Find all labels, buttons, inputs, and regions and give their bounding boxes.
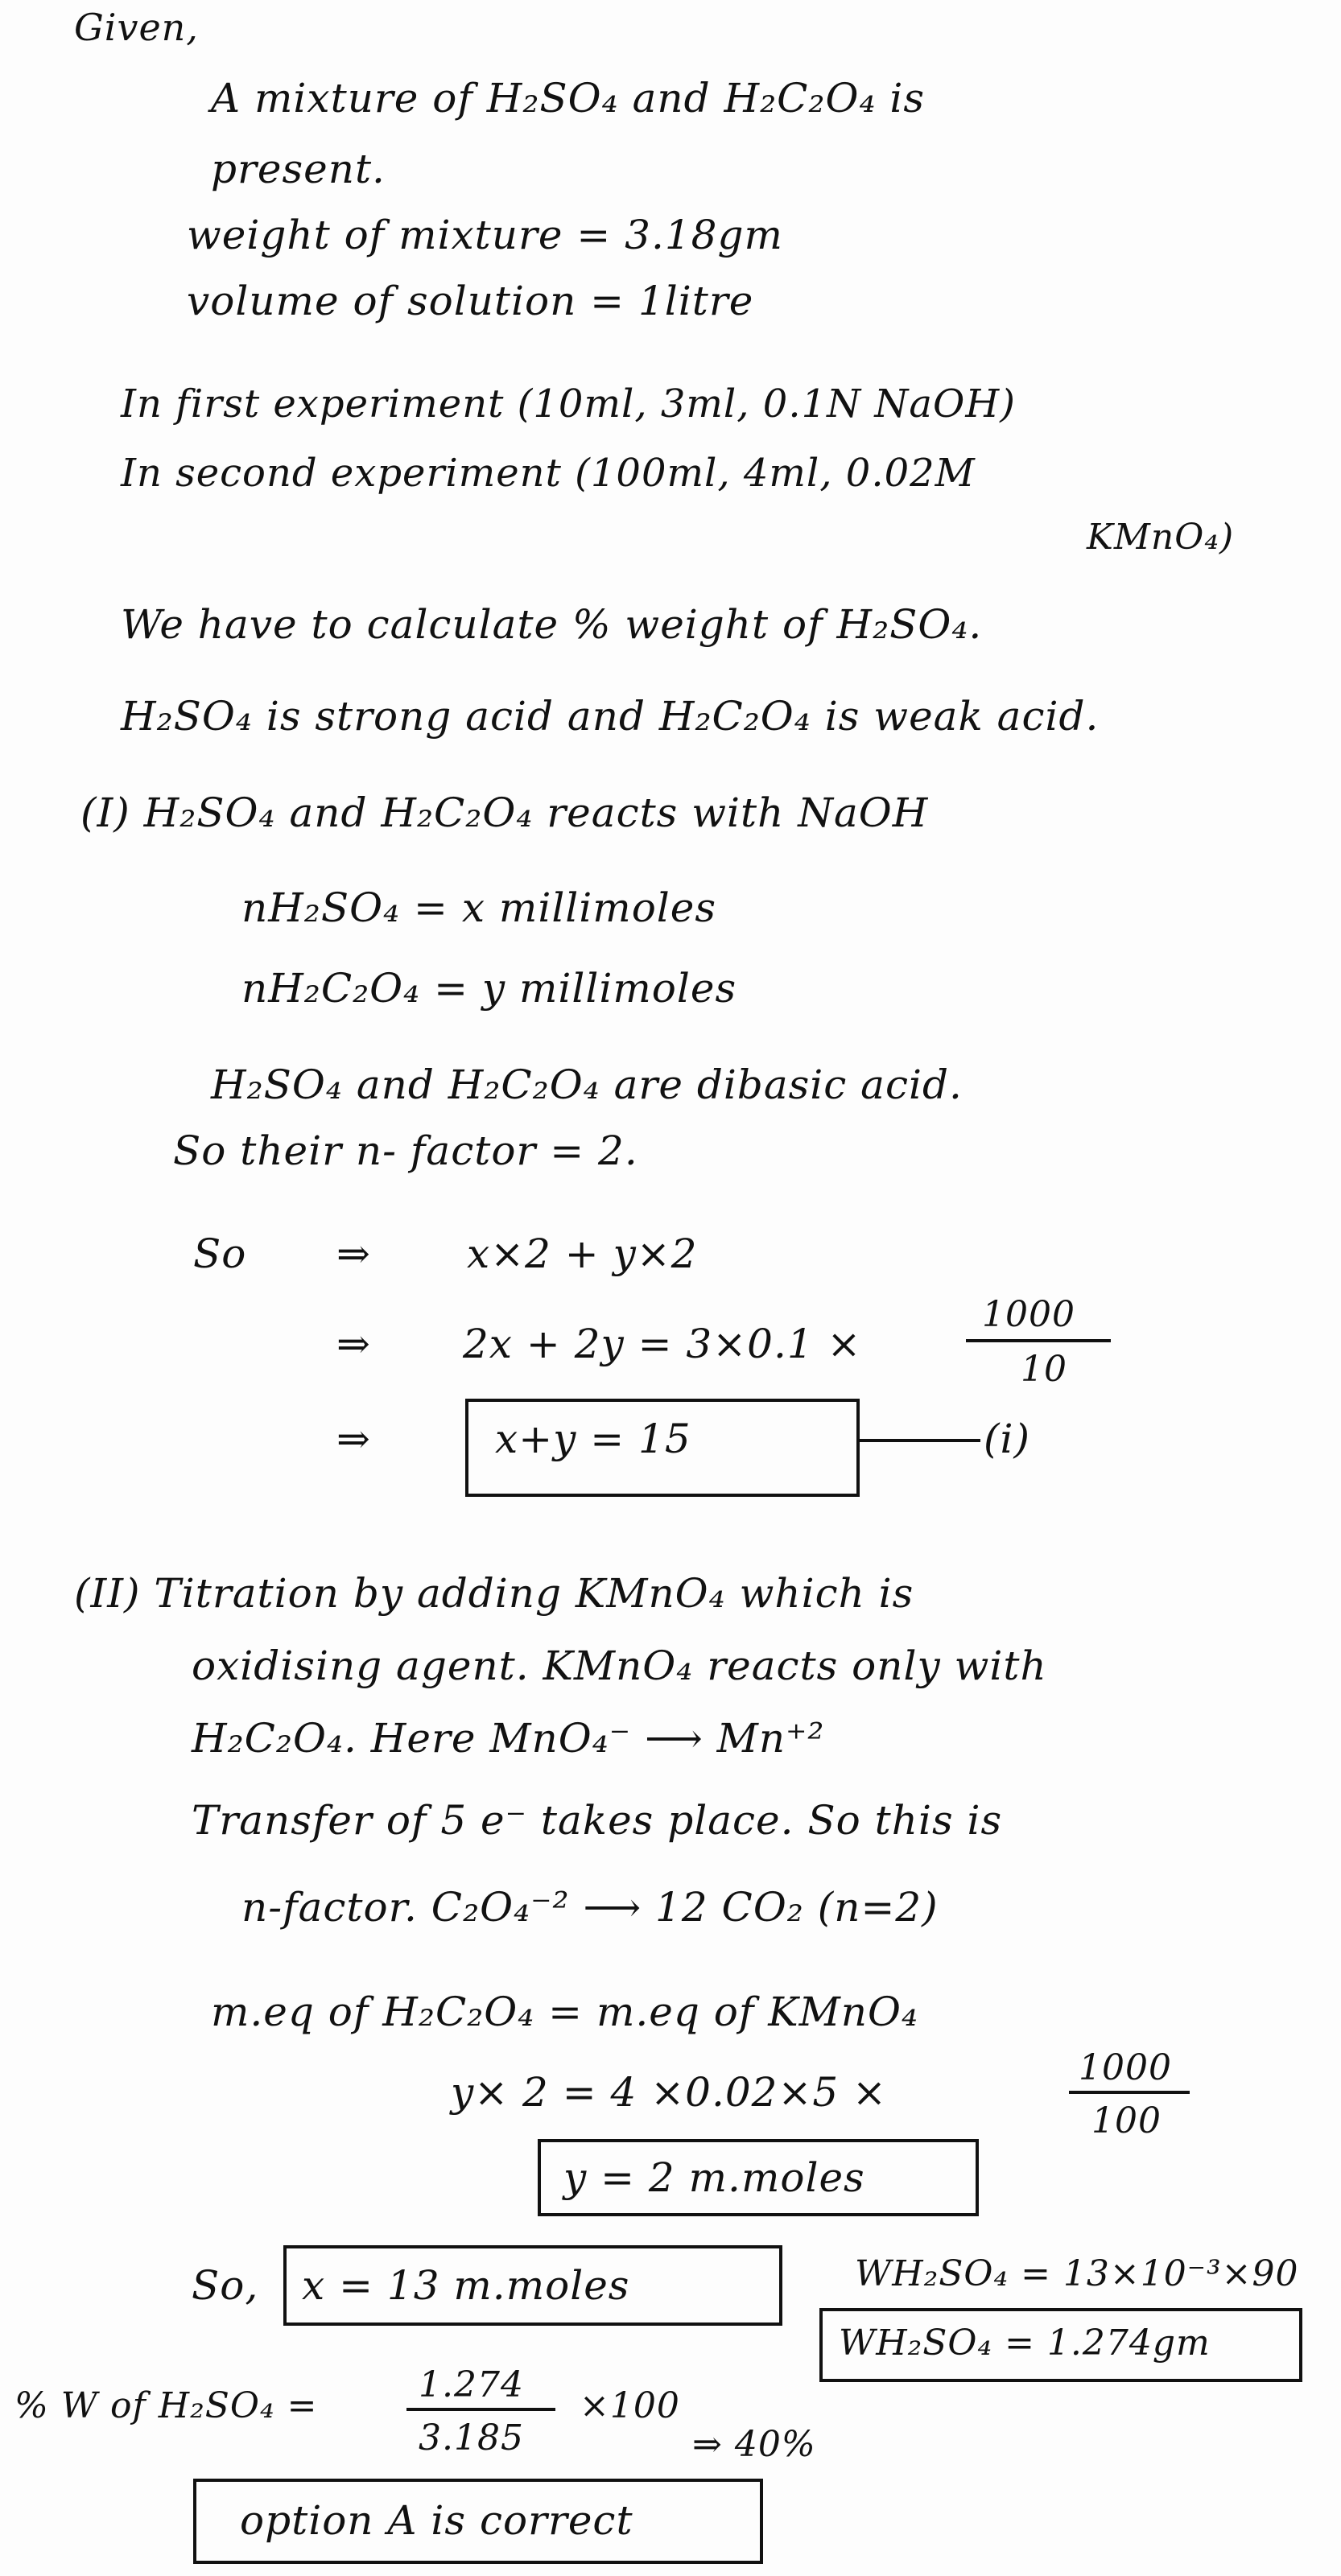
second-experiment: In second experiment (100ml, 4ml, 0.02M bbox=[121, 451, 976, 496]
w-h2so4-value: WH₂SO₄ = 1.274gm bbox=[839, 2323, 1211, 2364]
percent-result: ⇒ 40% bbox=[692, 2424, 816, 2465]
implies-arrow-1: ⇒ bbox=[336, 1230, 371, 1277]
n-h2c2o4: nH₂C₂O₄ = y millimoles bbox=[241, 965, 737, 1012]
meq-calculation: y× 2 = 4 ×0.02×5 × bbox=[451, 2069, 887, 2116]
second-experiment-kmno4: KMnO₄) bbox=[1087, 517, 1235, 558]
percent-times-100: ×100 bbox=[580, 2385, 680, 2426]
intro-line-1: A mixture of H₂SO₄ and H₂C₂O₄ is bbox=[211, 75, 926, 122]
goal-statement: We have to calculate % weight of H₂SO₄. bbox=[121, 601, 983, 648]
meq-calc-numerator: 1000 bbox=[1079, 2047, 1172, 2088]
percent-fraction-bar bbox=[406, 2408, 555, 2411]
percent-weight-label: % W of H₂SO₄ = bbox=[14, 2385, 318, 2426]
part1-heading: (I) H₂SO₄ and H₂C₂O₄ reacts with NaOH bbox=[80, 789, 929, 836]
implies-arrow-2: ⇒ bbox=[336, 1321, 371, 1367]
equation-2-numerator: 1000 bbox=[982, 1294, 1075, 1335]
meq-equality: m.eq of H₂C₂O₄ = m.eq of KMnO₄ bbox=[211, 1989, 919, 2035]
meq-calc-denominator: 100 bbox=[1091, 2100, 1162, 2141]
y-result: y = 2 m.moles bbox=[563, 2154, 865, 2201]
implies-arrow-3: ⇒ bbox=[336, 1416, 371, 1462]
volume-of-solution: volume of solution = 1litre bbox=[187, 278, 754, 324]
equation-2-denominator: 10 bbox=[1021, 1349, 1067, 1390]
part2-line-3: H₂C₂O₄. Here MnO₄⁻ ⟶ Mn⁺² bbox=[192, 1715, 825, 1762]
equation-3-connector bbox=[860, 1439, 980, 1442]
so-label-2: So, bbox=[192, 2262, 259, 2309]
percent-fraction-numerator: 1.274 bbox=[419, 2364, 524, 2405]
intro-line-2: present. bbox=[211, 146, 386, 192]
answer-text: option A is correct bbox=[240, 2497, 633, 2544]
part2-line-4: Transfer of 5 e⁻ takes place. So this is bbox=[192, 1797, 1003, 1844]
percent-fraction-denominator: 3.185 bbox=[419, 2417, 524, 2459]
weight-of-mixture: weight of mixture = 3.18gm bbox=[187, 212, 783, 258]
equation-2-fraction-bar bbox=[966, 1339, 1111, 1342]
x-result: x = 13 m.moles bbox=[302, 2262, 630, 2309]
so-label: So bbox=[193, 1230, 247, 1277]
given-heading: Given, bbox=[74, 6, 199, 49]
equation-3-tag: (i) bbox=[984, 1416, 1031, 1462]
first-experiment: In first experiment (10ml, 3ml, 0.1N NaOH) bbox=[121, 381, 1016, 427]
acid-note: H₂SO₄ is strong acid and H₂C₂O₄ is weak acid. bbox=[121, 693, 1100, 740]
equation-3: x+y = 15 bbox=[495, 1416, 691, 1462]
part2-line-5: n-factor. C₂O₄⁻² ⟶ 12 CO₂ (n=2) bbox=[241, 1884, 939, 1931]
dibasic-note: H₂SO₄ and H₂C₂O₄ are dibasic acid. bbox=[211, 1061, 963, 1108]
meq-calc-fraction-bar bbox=[1069, 2091, 1190, 2094]
part2-line-1: (II) Titration by adding KMnO₄ which is bbox=[74, 1570, 914, 1617]
w-h2so4-expression: WH₂SO₄ = 13×10⁻³×90 bbox=[855, 2253, 1299, 2294]
part2-line-2: oxidising agent. KMnO₄ reacts only with bbox=[192, 1642, 1047, 1689]
equation-2: 2x + 2y = 3×0.1 × bbox=[463, 1321, 862, 1367]
n-h2so4: nH₂SO₄ = x millimoles bbox=[241, 884, 717, 931]
n-factor-note: So their n- factor = 2. bbox=[173, 1127, 638, 1174]
equation-1: x×2 + y×2 bbox=[467, 1230, 698, 1277]
